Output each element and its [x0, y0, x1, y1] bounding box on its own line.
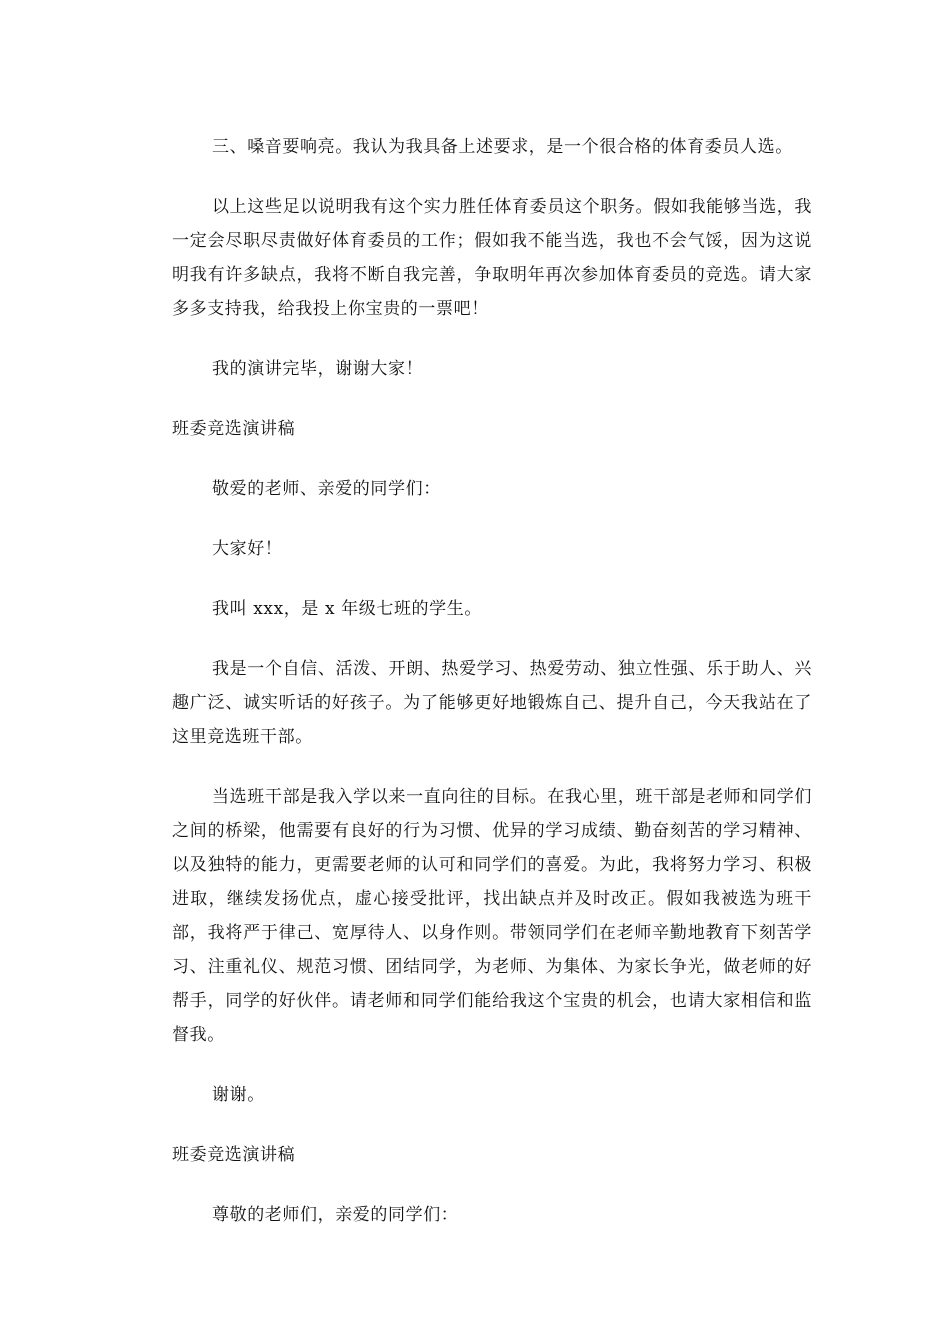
paragraph: 当选班干部是我入学以来一直向往的目标。在我心里，班干部是老师和同学们之间的桥梁，他需要有良好的行为习惯、优异的学习成绩、勤奋刻苦的学习精神、以及独特的能力，更需要老师的认可和同学们的喜爱。为此，我将努力学习、积极进取，继续发扬优点，虚心接受批评，找出缺点并及时改正。假如我被选为班干部，我将严于律己、宽厚待人、以身作则。带领同学们在老师辛勤地教育下刻苦学习、注重礼仪、规范习惯、团结同学，为老师、为集体、为家长争光，做老师的好帮手，同学的好伙伴。请老师和同学们能给我这个宝贵的机会，也请大家相信和监督我。 [172, 787, 812, 1045]
paragraph: 我叫 xxx，是 x 年级七班的学生。 [212, 599, 482, 619]
section-title: 班委竞选演讲稿 [172, 419, 296, 439]
paragraph: 我的演讲完毕，谢谢大家！ [212, 359, 424, 379]
paragraph: 以上这些足以说明我有这个实力胜任体育委员这个职务。假如我能够当选，我一定会尽职尽责做好体育委员的工作；假如我不能当选，我也不会气馁，因为这说明我有许多缺点，我将不断自我完善，争取明年再次参加体育委员的竞选。请大家多多支持我，给我投上你宝贵的一票吧！ [172, 197, 812, 319]
paragraph: 敬爱的老师、亲爱的同学们： [212, 479, 441, 499]
document-body [172, 130, 812, 1258]
paragraph: 三、嗓音要响亮。我认为我具备上述要求，是一个很合格的体育委员人选。 [212, 137, 793, 157]
paragraph: 大家好！ [212, 539, 283, 559]
paragraph: 谢谢。 [212, 1085, 265, 1105]
section-title: 班委竞选演讲稿 [172, 1145, 296, 1165]
paragraph: 尊敬的老师们，亲爱的同学们： [212, 1205, 459, 1225]
paragraph: 我是一个自信、活泼、开朗、热爱学习、热爱劳动、独立性强、乐于助人、兴趣广泛、诚实听话的好孩子。为了能够更好地锻炼自己、提升自己，今天我站在了这里竞选班干部。 [172, 659, 812, 747]
